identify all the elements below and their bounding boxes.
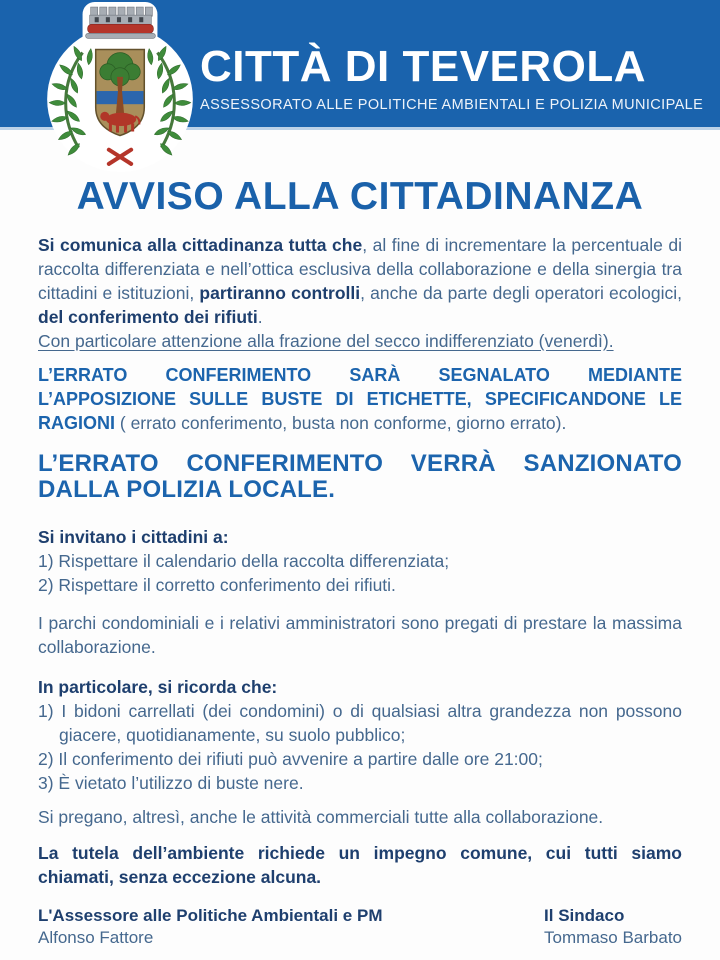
invitation-heading: Si invitano i cittadini a: xyxy=(38,527,229,547)
sanction-warning: L’ERRATO CONFERIMENTO VERRÀ SANZIONATO DALLA POLIZIA LOCALE. xyxy=(38,450,682,503)
department-name: ASSESSORATO ALLE POLITICHE AMBIENTALI E POLIZIA MUNICIPALE xyxy=(200,97,704,113)
intro-underlined-note: Con particolare attenzione alla frazione del secco indifferenziato (venerdì). xyxy=(38,331,614,351)
header-text xyxy=(200,44,703,113)
signature-assessor xyxy=(38,905,382,949)
assessor-role: L'Assessore alle Politiche Ambientali e PM xyxy=(38,906,383,925)
coat-of-arms-icon xyxy=(44,2,196,174)
intro-text-2: , anche da parte degli operatori ecologici, xyxy=(360,283,682,303)
invitation-item-1: 1) Rispettare il calendario della raccolta differenziata; xyxy=(38,551,450,571)
intro-paragraph xyxy=(38,233,682,353)
crest-shield xyxy=(96,50,145,136)
labeling-warning-rest: ( errato conferimento, busta non conforme, giorno errato). xyxy=(115,413,567,433)
reminder-item-3: 3) È vietato l’utilizzo di buste nere. xyxy=(38,773,304,793)
intro-text-3: . xyxy=(257,307,263,327)
header-band xyxy=(0,0,720,130)
notice-body xyxy=(0,175,720,889)
mayor-name: Tommaso Barbato xyxy=(544,928,682,947)
intro-bold-2: partiranno controlli xyxy=(199,283,361,303)
business-note: Si pregano, altresì, anche le attività commerciali tutte alla collaborazione. xyxy=(38,807,604,827)
intro-bold-1: Si comunica alla cittadinanza tutta che xyxy=(38,235,363,255)
reminder-heading: In particolare, si ricorda che: xyxy=(38,677,278,697)
intro-bold-3: del conferimento dei rifiuti xyxy=(38,307,258,327)
reminder-item-2: 2) Il conferimento dei rifiuti può avvenire a partire dalle ore 21:00; xyxy=(38,749,543,769)
closing-statement: La tutela dell’ambiente richiede un impegno comune, cui tutti siamo chiamati, senza eccezione alcuna. xyxy=(38,843,682,887)
signatures-row xyxy=(0,905,720,949)
intro-text-1: , al fine di incrementare la percentuale di raccolta differenziata e nell’ottica esclusiva della collaborazione e della sinergia tra cittadini e istituzioni, xyxy=(38,235,682,303)
labeling-warning-paragraph xyxy=(38,363,682,435)
condo-note: I parchi condominiali e i relativi amministratori sono pregati di prestare la massima collaborazione. xyxy=(38,613,682,657)
assessor-name: Alfonso Fattore xyxy=(38,928,154,947)
mayor-role: Il Sindaco xyxy=(544,906,625,925)
reminder-item-1: 1) I bidoni carrellati (dei condomini) o di qualsiasi altra grandezza non possono giacere, quotidianamente, su suolo pubblico; xyxy=(38,701,682,745)
invitation-item-2: 2) Rispettare il corretto conferimento dei rifiuti. xyxy=(38,575,396,595)
invitation-section xyxy=(38,525,682,597)
notice-title: AVVISO ALLA CITTADINANZA xyxy=(76,175,644,218)
reminder-section xyxy=(38,675,682,795)
signature-mayor xyxy=(544,905,682,949)
city-name: CITTÀ DI TEVEROLA xyxy=(200,42,647,91)
labeling-warning-bold: L’ERRATO CONFERIMENTO SARÀ SEGNALATO MEDIANTE L’APPOSIZIONE SULLE BUSTE DI ETICHETTE, SPECIFICANDONE LE RAGIONI xyxy=(38,365,682,433)
